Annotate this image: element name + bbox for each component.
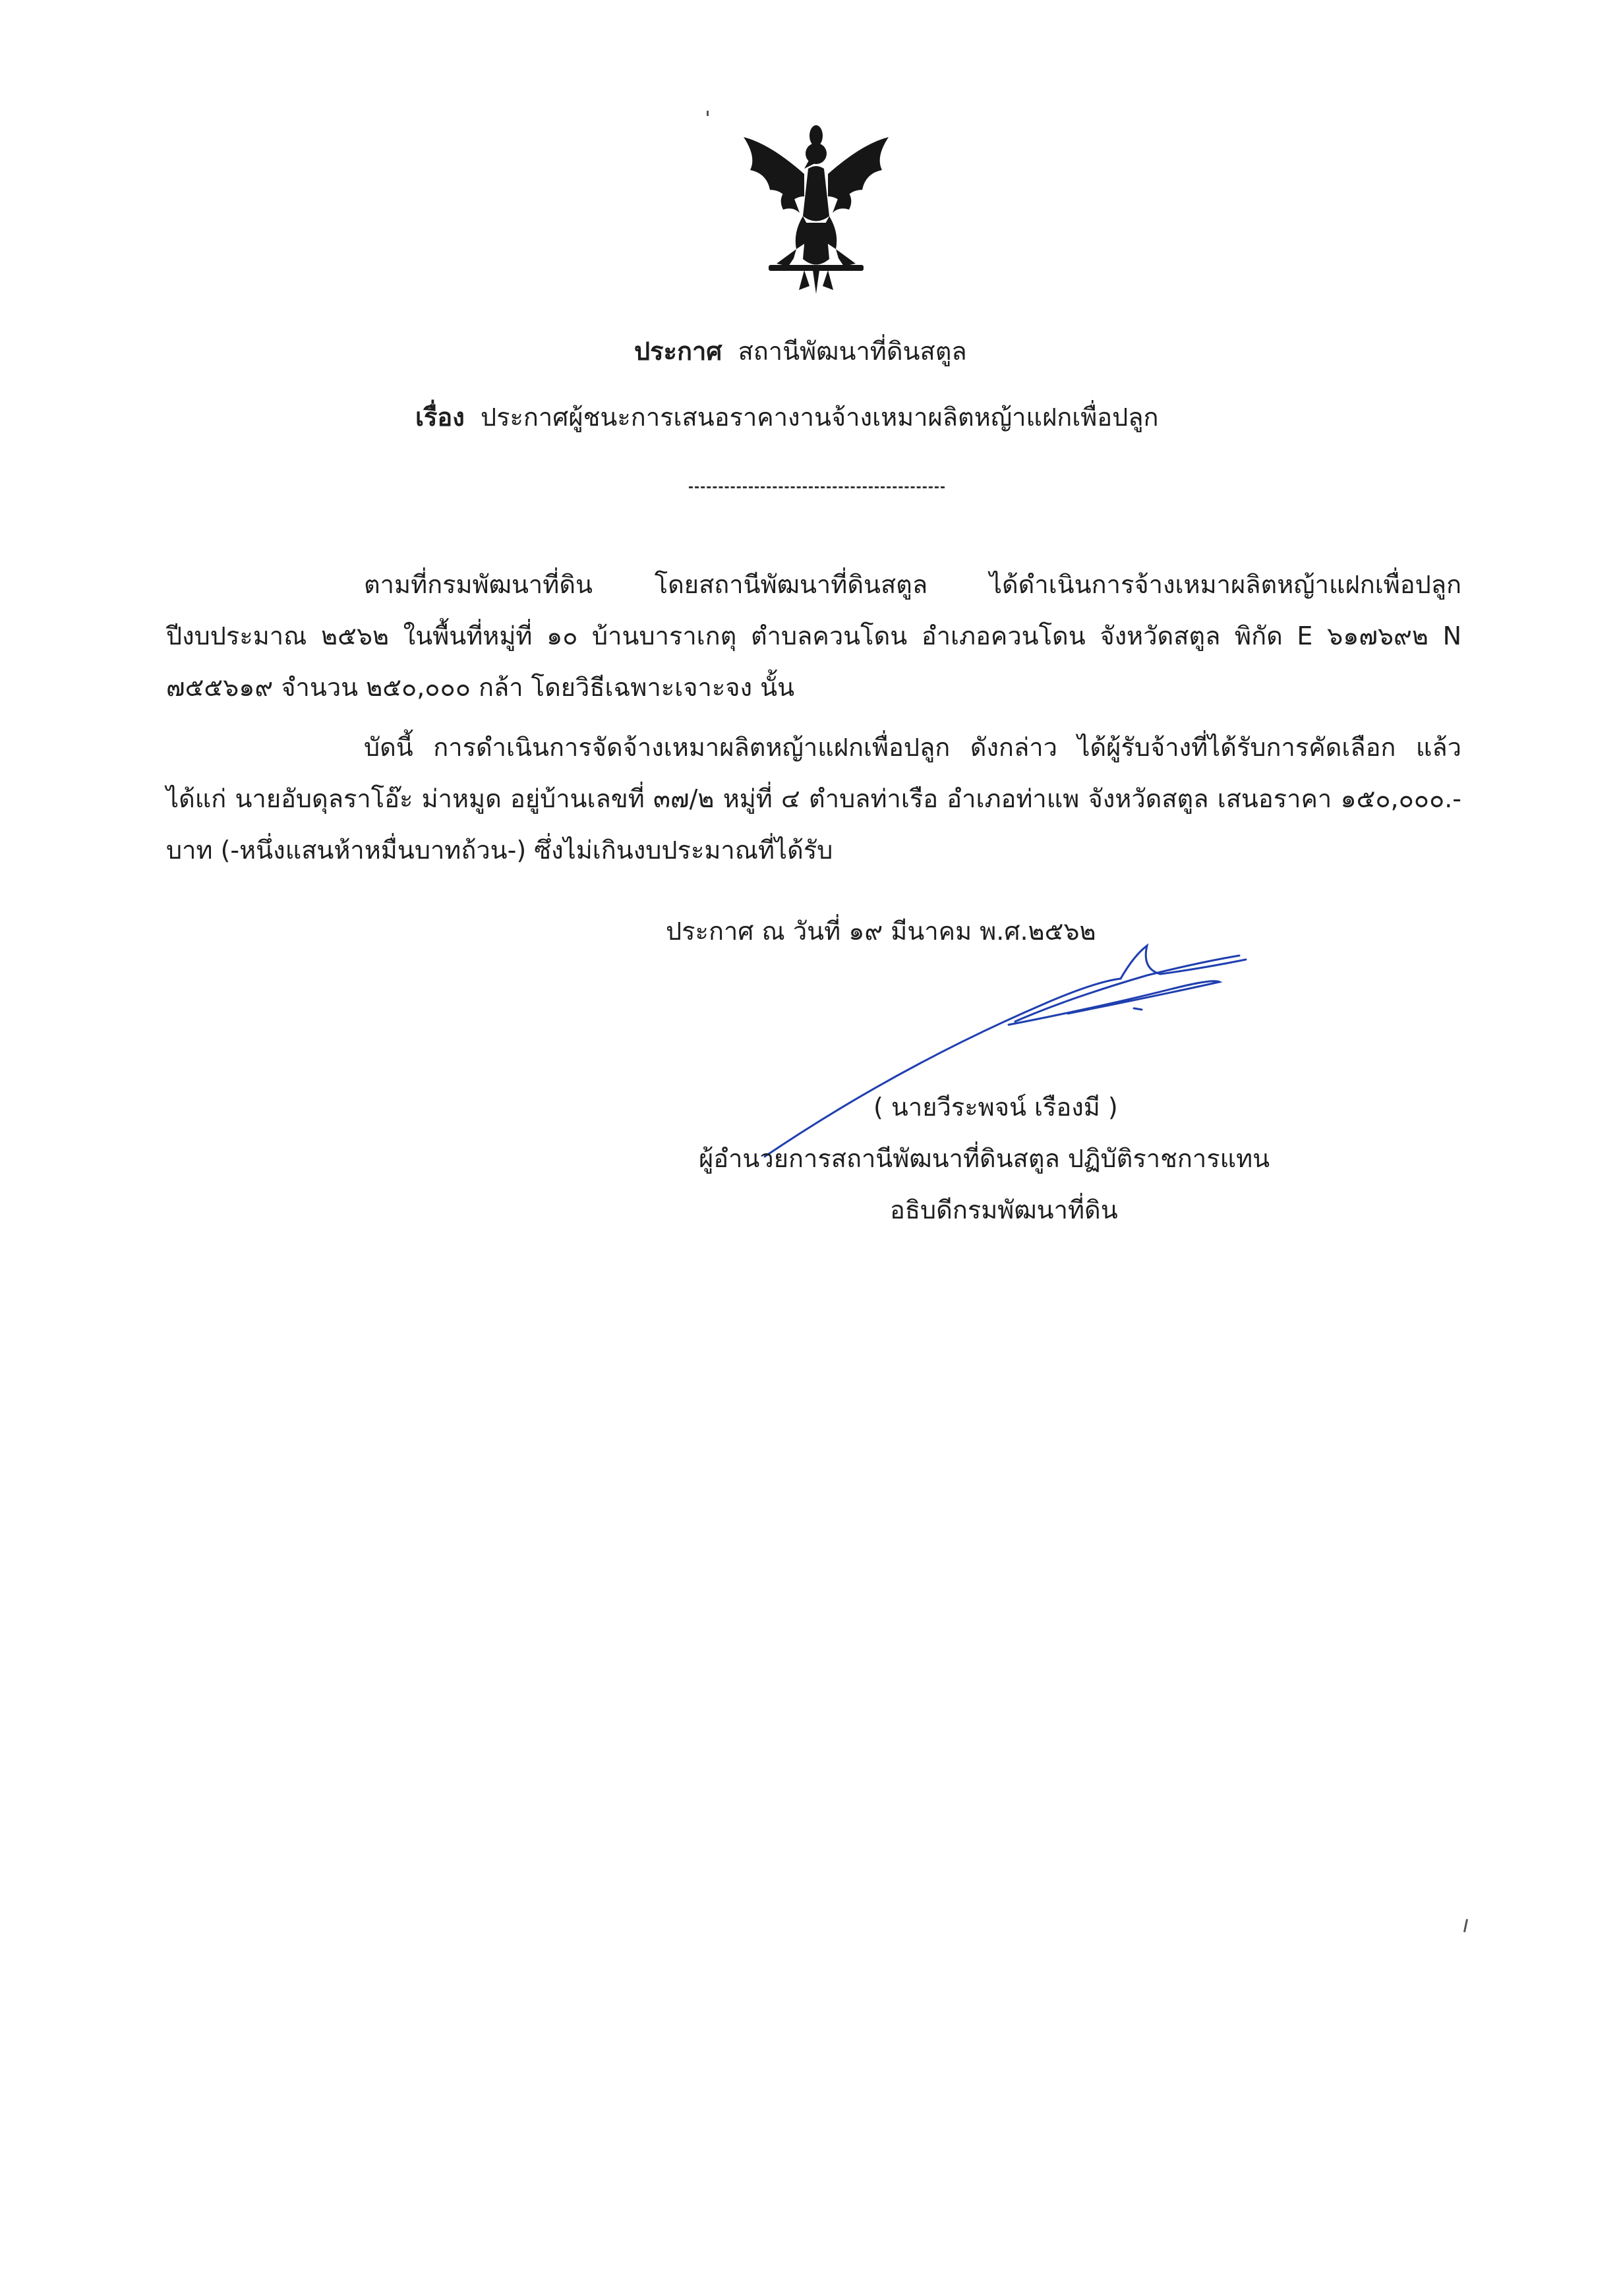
body-paragraph-2: [166, 722, 1461, 876]
handwritten-signature-icon: [699, 942, 1252, 1160]
title-text: สถานีพัฒนาที่ดินสตูล: [738, 337, 967, 366]
dashed-divider: [689, 486, 945, 488]
paragraph-2-text: บัดนี้ การดำเนินการจัดจ้างเหมาผลิตหญ้าแฝกเพื่อปลูก ดังกล่าว ได้ผู้รับจ้างที่ได้รับการคัดเลือก แล้ว ได้แก่ นายอับดุลราโอ๊ะ ม่าหมูด อยู่บ้านเลขที่ ๓๗/๒ หมู่ที่ ๔ ตำบลท่าเรือ อำเภอท่าแพ จังหวัดสตูล เสนอราคา ๑๕๐,๐๐๐.-บาท (-หนึ่งแสนห้าหมื่นบาทถ้วน-) ซึ่งไม่เกินงบประมาณที่ได้รับ: [166, 733, 1461, 865]
subject-label: เรื่อง: [415, 403, 465, 432]
signatory-department: อธิบดีกรมพัฒนาที่ดิน: [890, 1195, 1118, 1224]
signatory-position: ผู้อำนวยการสถานีพัฒนาที่ดินสตูล ปฏิบัติราชการแทน: [699, 1144, 1270, 1173]
scan-speck: [707, 111, 709, 116]
title-label: ประกาศ: [634, 337, 722, 366]
scan-speck: [1463, 1919, 1468, 1932]
signatory-name: ( นายวีระพจน์ เรืองมี ): [873, 1093, 1118, 1122]
paragraph-1-text: ตามที่กรมพัฒนาที่ดิน โดยสถานีพัฒนาที่ดินสตูล ได้ดำเนินการจ้างเหมาผลิตหญ้าแฝกเพื่อปลูก ปีงบประมาณ ๒๕๖๒ ในพื้นที่หมู่ที่ ๑๐ บ้านบาราเกตุ ตำบลควนโดน อำเภอควนโดน จังหวัดสตูล พิกัด E ๖๑๗๖๙๒ N ๗๕๕๖๑๙ จำนวน ๒๕๐,๐๐๐ กล้า โดยวิธีเฉพาะเจาะจง นั้น: [166, 570, 1461, 702]
dateline: ประกาศ ณ วันที่ ๑๙ มีนาคม พ.ศ.๒๕๖๒: [666, 917, 1096, 946]
announcement-title: [634, 333, 967, 370]
body-paragraph-1: [166, 559, 1461, 713]
garuda-emblem-icon: [730, 117, 902, 295]
announcement-subject: [415, 399, 1159, 436]
subject-text: ประกาศผู้ชนะการเสนอราคางานจ้างเหมาผลิตหญ้าแฝกเพื่อปลูก: [480, 403, 1159, 432]
